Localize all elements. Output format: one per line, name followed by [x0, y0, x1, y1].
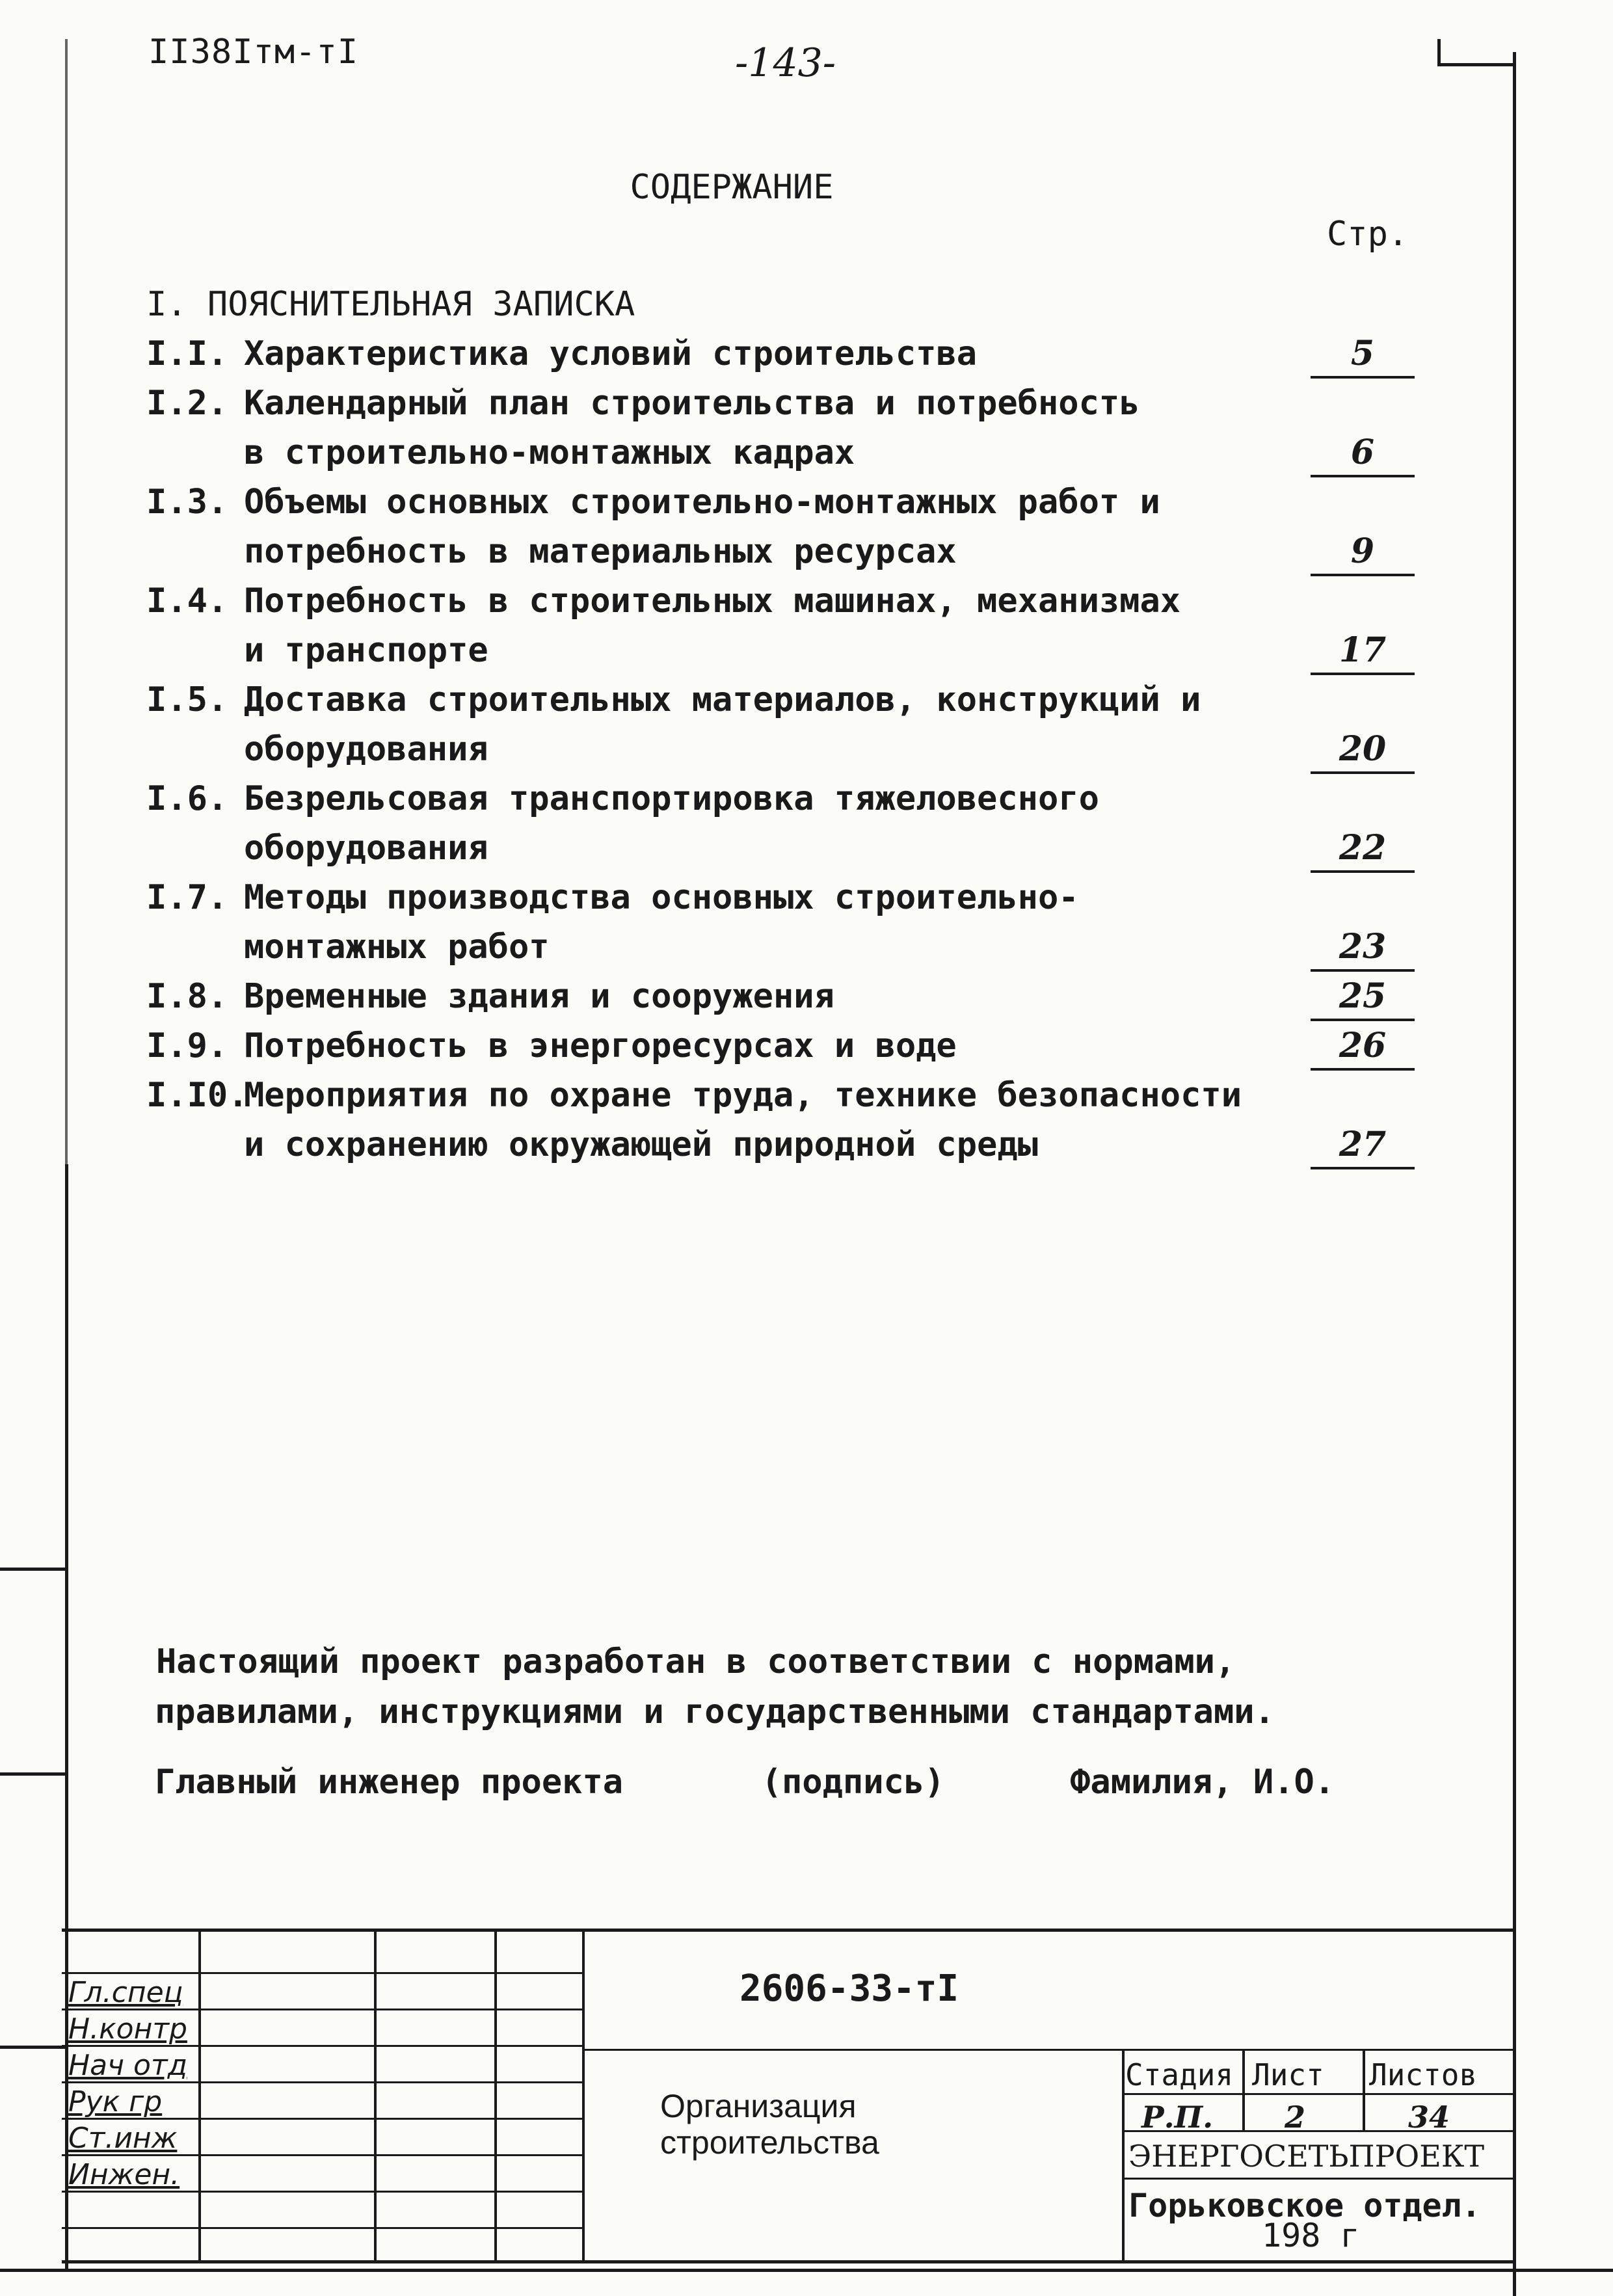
bottom-border-line: [0, 2269, 1613, 2272]
toc-item-text: Методы производства основных строительно-: [244, 878, 1079, 917]
stamp-grid-line: [1122, 2093, 1516, 2095]
stamp-grid-line: [1242, 2049, 1245, 2130]
toc-item: [146, 972, 1447, 1021]
page-number: -143-: [735, 40, 836, 86]
page-title: СОДЕРЖАНИЕ: [630, 168, 834, 207]
compliance-statement-line2: правилами, инструкциями и государственными стандартами.: [155, 1692, 1275, 1731]
stamp-document-title: [660, 2088, 879, 2161]
toc-items: [146, 329, 1447, 1169]
stamp-role: Н.контр: [68, 2012, 187, 2046]
stamp-grid-line: [582, 2049, 1516, 2051]
toc-item: [146, 1021, 1447, 1071]
stamp-document-code: 2606-33-тI: [740, 1968, 959, 2010]
toc-section-heading: [146, 280, 1447, 329]
stamp-year: 198 г: [1262, 2217, 1360, 2254]
corner-mark: [1437, 39, 1441, 65]
stamp-stage-label: Стадия: [1125, 2057, 1234, 2092]
toc-item-text: Потребность в строительных машинах, механизмах: [244, 581, 1181, 621]
stamp-role: Нач отд: [68, 2049, 188, 2082]
page-column-label: Стр.: [1327, 215, 1409, 254]
toc-item: [146, 329, 1447, 379]
toc-item-text: Временные здания и сооружения: [244, 977, 834, 1016]
toc-item: [146, 576, 1447, 626]
toc-item-number: I.I.: [146, 334, 228, 373]
toc-item-text: Характеристика условий строительства: [244, 334, 978, 373]
stamp-grid-line: [1122, 2178, 1516, 2180]
toc-item: [146, 922, 1447, 972]
stamp-grid-line: [374, 1932, 377, 2260]
toc-item-page: 17: [1311, 626, 1415, 675]
stamp-grid-line: [62, 1972, 582, 1974]
stamp-grid-line: [62, 2227, 582, 2229]
toc-item: [146, 675, 1447, 725]
toc-item: [146, 774, 1447, 823]
toc-item-text: и сохранению окружающей природной среды: [244, 1125, 1038, 1164]
toc-item: [146, 477, 1447, 527]
toc-item-number: I.6.: [146, 779, 228, 818]
stamp-department: Горьковское отдел.: [1128, 2187, 1481, 2224]
stamp-sheet-value: 2: [1285, 2100, 1306, 2135]
toc-item-page: 26: [1311, 1021, 1415, 1071]
toc-item: [146, 1120, 1447, 1169]
toc-item-text: Календарный план строительства и потребность: [244, 384, 1140, 423]
toc-item: [146, 823, 1447, 873]
corner-mark-horizontal: [1437, 63, 1515, 66]
toc-item-text: Потребность в энергоресурсах и воде: [244, 1026, 957, 1065]
toc-item-text: в строительно-монтажных кадрах: [244, 433, 855, 472]
toc-item-page: 9: [1311, 527, 1415, 576]
stamp-stage-value: Р.П.: [1141, 2100, 1214, 2135]
toc-item: [146, 379, 1447, 428]
toc-item-page: 23: [1311, 922, 1415, 972]
toc-item-number: I.8.: [146, 977, 228, 1016]
signature-placeholder: (подпись): [761, 1763, 945, 1802]
toc-item-text: Мероприятия по охране труда, технике безопасности: [244, 1076, 1242, 1115]
stamp-grid-line: [1363, 2049, 1365, 2130]
toc-item-page: 5: [1311, 329, 1415, 379]
stamp-grid-line: [582, 1932, 585, 2260]
toc-item-page: 20: [1311, 725, 1415, 774]
toc-item-text: оборудования: [244, 730, 488, 769]
document-header-code: II38Iтм-тI: [148, 33, 359, 72]
toc-item-page: 22: [1311, 823, 1415, 873]
stamp-role: Гл.спец: [68, 1976, 183, 2009]
toc-item-text: монтажных работ: [244, 928, 550, 967]
toc-item-page: 25: [1311, 972, 1415, 1021]
toc-item-text: оборудования: [244, 829, 488, 868]
stamp-sheets-value: 34: [1408, 2100, 1450, 2135]
stamp-organization: ЭНЕРГОСЕТЬПРОЕКТ: [1128, 2139, 1485, 2174]
stamp-grid-line: [1122, 2049, 1125, 2260]
title-block-stamp: [62, 1929, 1516, 2263]
signature-role: Главный инженер проекта: [155, 1763, 624, 1802]
stamp-role: Инжен.: [68, 2158, 180, 2191]
toc-item-number: I.5.: [146, 680, 228, 719]
stamp-grid-line: [494, 1932, 497, 2260]
toc-item-number: I.3.: [146, 483, 228, 522]
toc-item: [146, 1071, 1447, 1120]
toc-item-number: I.2.: [146, 384, 228, 423]
stamp-sheet-label: Лист: [1252, 2057, 1324, 2092]
margin-stub: [0, 1568, 65, 1571]
toc-item-text: Безрельсовая транспортировка тяжеловесного: [244, 779, 1099, 818]
toc-item-number: I.9.: [146, 1026, 228, 1065]
stamp-document-title-line1: Организация: [660, 2088, 857, 2124]
toc-item-page: 27: [1311, 1120, 1415, 1169]
stamp-role: Рук гр: [68, 2085, 163, 2118]
signature-name: Фамилия, И.О.: [1070, 1763, 1335, 1802]
toc-item-text: Объемы основных строительно-монтажных работ и: [244, 483, 1160, 522]
toc-item-text: потребность в материальных ресурсах: [244, 532, 957, 571]
toc-section-title: I. ПОЯСНИТЕЛЬНАЯ ЗАПИСКА: [146, 285, 635, 324]
margin-stub: [0, 2046, 65, 2049]
stamp-sheets-label: Листов: [1369, 2057, 1478, 2092]
toc-item-number: I.I0.: [146, 1076, 248, 1115]
margin-stub: [0, 1772, 65, 1776]
stamp-document-title-line2: строительства: [660, 2124, 879, 2161]
toc-item-number: I.7.: [146, 878, 228, 917]
toc-item-number: I.4.: [146, 581, 228, 621]
toc-item: [146, 725, 1447, 774]
toc-item: [146, 527, 1447, 576]
toc-item: [146, 626, 1447, 675]
toc-item-page: 6: [1311, 428, 1415, 477]
toc-item-text: и транспорте: [244, 631, 488, 670]
stamp-grid-line: [198, 1932, 201, 2260]
table-of-contents: [146, 280, 1447, 1169]
signature-row: [155, 1763, 1335, 1802]
toc-item: [146, 873, 1447, 922]
stamp-role: Ст.инж: [68, 2122, 178, 2155]
toc-item-text: Доставка строительных материалов, конструкций и: [244, 680, 1201, 719]
compliance-statement-line1: Настоящий проект разработан в соответствии с нормами,: [156, 1642, 1236, 1681]
toc-item: [146, 428, 1447, 477]
